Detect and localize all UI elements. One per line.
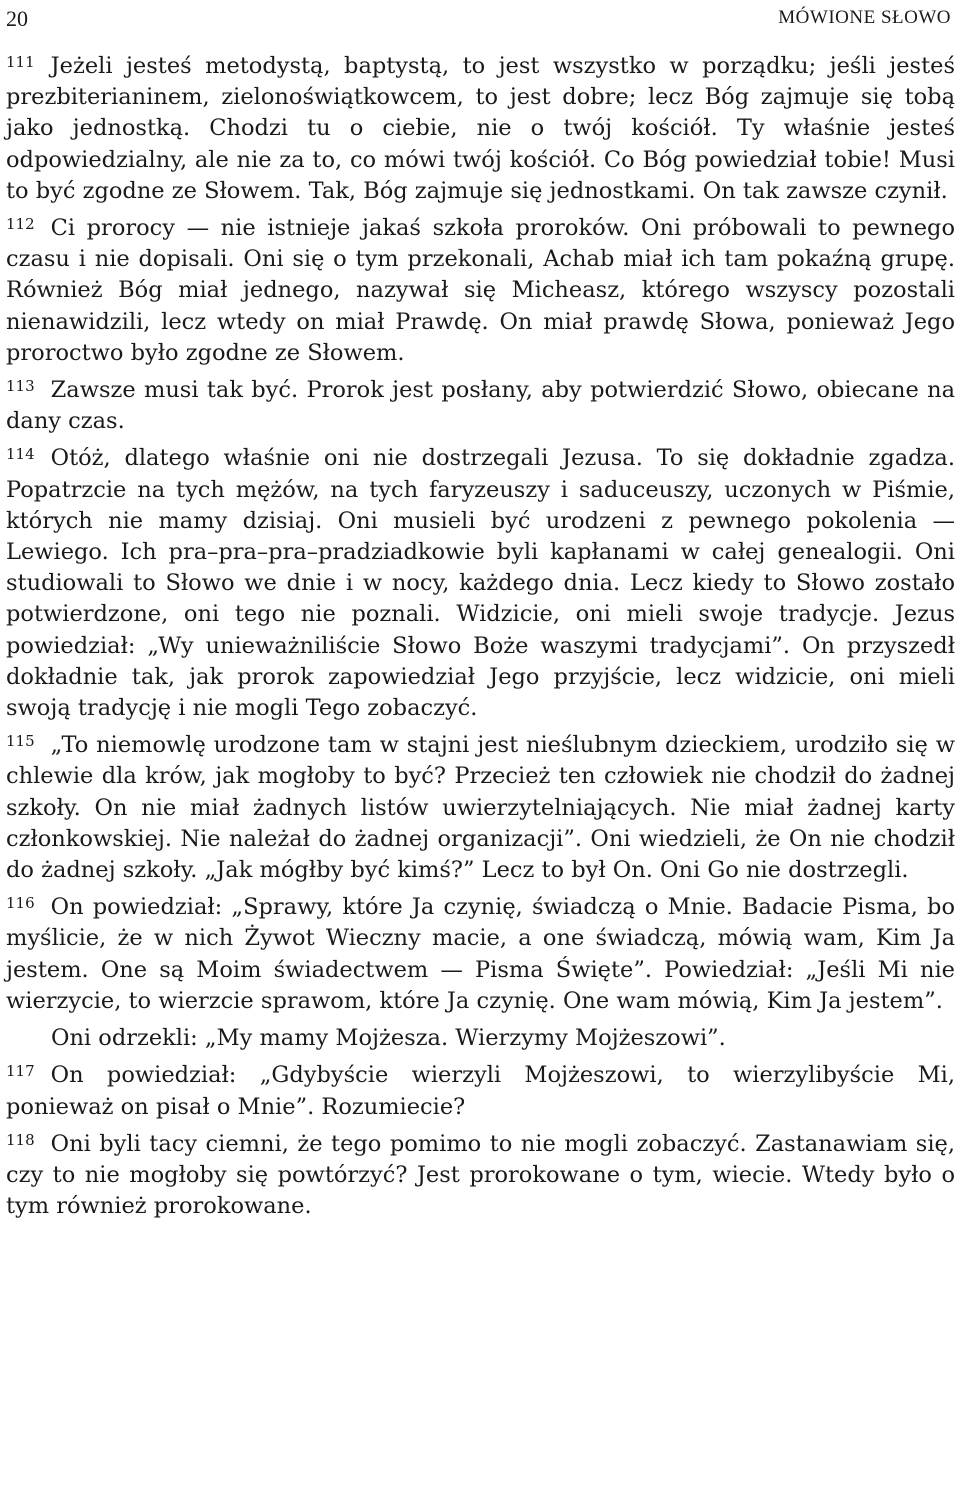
paragraph-number: 114 [6, 445, 35, 464]
page-number: 20 [6, 6, 28, 31]
paragraph-text: Ci prorocy — nie istnieje jakaś szkoła proroków. Oni próbowali to pewnego czasu i nie dopisali. Oni się o tym przekonali, Achab miał ich tam pokaźną grupę. Również Bóg miał jednego, nazywał się Micheasz, którego wszyscy pozostali nienawidzili, lecz wtedy on miał Prawdę. On miał prawdę Słowa, ponieważ Jego proroctwo było zgodne ze Słowem. [6, 215, 955, 366]
running-head: MÓWIONE SŁOWO [778, 7, 951, 28]
paragraph-unnumbered [6, 1023, 955, 1054]
paragraph-number: 118 [6, 1130, 35, 1149]
paragraph-116 [6, 892, 955, 1017]
paragraph-117 [6, 1060, 955, 1122]
paragraph-113 [6, 375, 955, 437]
paragraph-number: 111 [6, 53, 35, 71]
paragraph-number: 115 [6, 732, 35, 751]
paragraph-114 [6, 443, 955, 724]
paragraph-text: On powiedział: „Gdybyście wierzyli Mojżeszowi, to wierzylibyście Mi, ponieważ on pisał o Mnie”. Rozumiecie? [6, 1062, 955, 1120]
paragraph-number: 113 [6, 377, 35, 396]
paragraph-118 [6, 1129, 955, 1223]
paragraph-number: 116 [6, 894, 35, 913]
paragraph-text: On powiedział: „Sprawy, które Ja czynię, świadczą o Mnie. Badacie Pisma, bo myślicie, że w nich Żywot Wieczny macie, a one świadczą, mówią wam, Kim Ja jestem. One są Moim świadectwem — Pisma Święte”. Powiedział: „Jeśli Mi nie wierzycie, to wierzcie sprawom, które Ja czynię. One wam mówią, Kim Ja jestem”. [6, 894, 955, 1014]
paragraph-number: 112 [6, 215, 35, 234]
body-text [6, 51, 955, 1222]
paragraph-text: Oni odrzekli: „My mamy Mojżesza. Wierzymy Mojżeszowi”. [51, 1025, 726, 1052]
paragraph-111 [6, 51, 955, 207]
paragraph-text: „To niemowlę urodzone tam w stajni jest nieślubnym dzieckiem, urodziło się w chlewie dla krów, jak mogłoby to być? Przecież ten człowiek nie chodził do żadnej szkoły. On nie miał żadnych listów uwierzytelniających. Nie miał żadnej karty członkowskiej. Nie należał do żadnej organizacji”. Oni wiedzieli, że On nie chodził do żadnej szkoły. „Jak mógłby być kimś?” Lecz to był On. Oni Go nie dostrzegli. [6, 732, 955, 884]
paragraph-number: 117 [6, 1062, 35, 1081]
paragraph-text: Zawsze musi tak być. Prorok jest posłany, aby potwierdzić Słowo, obiecane na dany czas. [6, 377, 955, 435]
paragraph-text: Jeżeli jesteś metodystą, baptystą, to jest wszystko w porządku; jeśli jesteś prezbiterianinem, zielonoświątkowcem, to jest dobre; lecz Bóg zajmuje się tobą jako jednostką. Chodzi tu o ciebie, nie o twój kościół. Ty właśnie jesteś odpowiedzialny, ale nie za to, co mówi twój kościół. Co Bóg powiedział tobie! Musi to być zgodne ze Słowem. Tak, Bóg zajmuje się jednostkami. On tak zawsze czynił. [6, 53, 955, 204]
page-header [6, 0, 955, 40]
paragraph-text: Otóż, dlatego właśnie oni nie dostrzegali Jezusa. To się dokładnie zgadza. Popatrzcie na tych mężów, na tych faryzeuszy i saduceuszy, uczonych w Piśmie, których nie mamy dzisiaj. Oni musieli być urodzeni z pewnego pokolenia — Lewiego. Ich pra–pra–pra–pradziadkowie byli kapłanami w całej genealogii. Oni studiowali to Słowo we dnie i w nocy, każdego dnia. Lecz kiedy to Słowo zostało potwierdzone, oni tego nie poznali. Widzicie, oni mieli swoje tradycje. Jezus powiedział: „Wy unieważniliście Słowo Boże waszymi tradycjami”. On przyszedł dokładnie tak, jak prorok zapowiedział Jego przyjście, lecz widzicie, oni mieli swoją tradycję i nie mogli Tego zobaczyć. [6, 445, 955, 722]
paragraph-115 [6, 730, 955, 886]
paragraph-text: Oni byli tacy ciemni, że tego pomimo to nie mogli zobaczyć. Zastanawiam się, czy to nie mogłoby się powtórzyć? Jest prorokowane o tym, wiecie. Wtedy było o tym również prorokowane. [6, 1130, 955, 1220]
paragraph-112 [6, 213, 955, 369]
